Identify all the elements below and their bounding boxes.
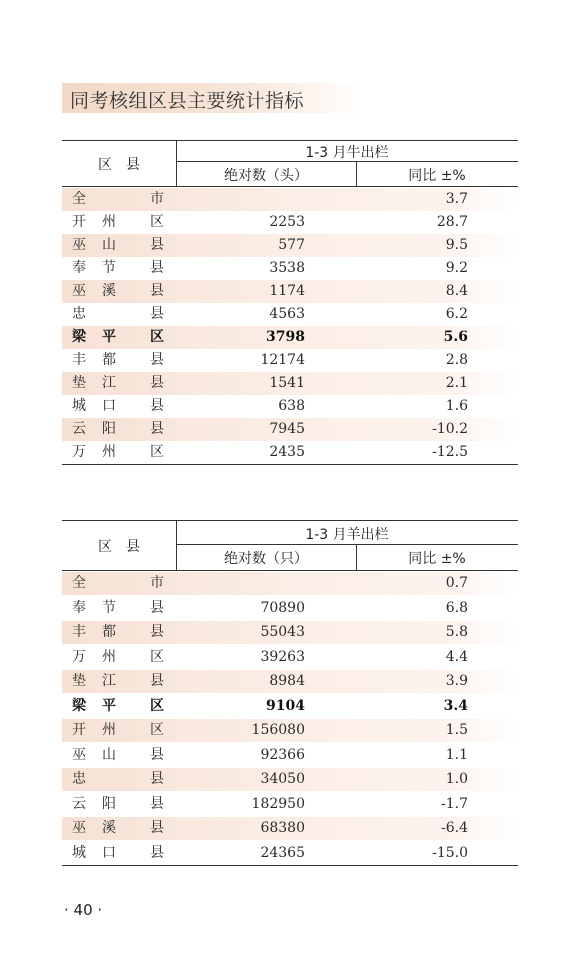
district-name-char: 县 <box>150 375 164 391</box>
table-row <box>62 621 518 644</box>
absolute-value: 24365 <box>260 844 305 861</box>
absolute-value: 1541 <box>269 375 305 391</box>
district-name-char: 阳 <box>102 795 116 812</box>
absolute-value: 3538 <box>269 260 305 276</box>
district-name-char: 节 <box>102 599 116 616</box>
cattle-table <box>62 140 518 465</box>
district-name-char: 全 <box>72 191 86 207</box>
district-name-char: 巫 <box>72 746 86 763</box>
yoy-value: 9.5 <box>445 237 468 253</box>
district-name-char: 奉 <box>72 599 86 616</box>
district-name-char: 阳 <box>102 421 116 437</box>
district-name-char: 县 <box>150 421 164 437</box>
district-name-char: 市 <box>150 191 164 207</box>
district-name-char: 开 <box>72 722 86 738</box>
page-number: · 40 · <box>64 901 103 919</box>
district-name-char: 万 <box>72 648 86 665</box>
district-name-char: 都 <box>102 624 116 640</box>
district-name-char: 州 <box>102 722 116 738</box>
district-name-char: 市 <box>150 575 164 591</box>
district-name-char: 全 <box>72 575 86 591</box>
district-name-char: 江 <box>102 375 116 391</box>
absolute-value: 4563 <box>269 306 305 322</box>
absolute-value: 8984 <box>269 673 305 689</box>
district-name-char: 万 <box>72 444 86 460</box>
absolute-value: 68380 <box>260 820 305 836</box>
district-name-char: 州 <box>102 444 116 460</box>
district-name-char: 县 <box>150 771 164 787</box>
table-row <box>62 597 518 620</box>
district-name-char: 平 <box>102 697 116 714</box>
district-name-char: 县 <box>150 260 164 276</box>
table-row <box>62 234 518 257</box>
district-name-char: 忠 <box>72 306 86 322</box>
district-name-char: 区 <box>150 648 164 665</box>
table-row <box>62 418 518 441</box>
yoy-value: -1.7 <box>441 795 468 812</box>
absolute-value: 2435 <box>269 444 305 460</box>
district-name-char: 县 <box>150 820 164 836</box>
table-row <box>62 670 518 693</box>
district-name-char: 云 <box>72 795 86 812</box>
yoy-value: 5.8 <box>445 624 468 640</box>
table-row <box>62 646 518 669</box>
section-title: 同考核组区县主要统计指标 <box>70 90 305 112</box>
district-name-char: 州 <box>102 648 116 665</box>
table-row <box>62 188 518 211</box>
district-name-char: 县 <box>150 398 164 414</box>
district-name-char: 县 <box>150 237 164 253</box>
table-row <box>62 695 518 718</box>
group-header: 1-3 月羊出栏 <box>305 527 389 543</box>
yoy-value: 5.6 <box>443 329 468 345</box>
district-header: 区 县 <box>98 539 140 555</box>
absolute-value: 577 <box>278 237 305 253</box>
district-name-char: 巫 <box>72 237 86 253</box>
district-name-char: 县 <box>150 844 164 861</box>
yoy-value: 1.1 <box>445 746 468 763</box>
table-row <box>62 257 518 280</box>
yoy-value: 1.6 <box>445 398 468 414</box>
district-name-char: 县 <box>150 306 164 322</box>
absolute-header: 绝对数（头） <box>224 168 308 184</box>
district-name-char: 山 <box>102 237 116 253</box>
district-name-char: 州 <box>102 214 116 230</box>
yoy-value: 0.7 <box>445 575 468 591</box>
table-row <box>62 303 518 326</box>
absolute-value: 55043 <box>260 624 305 640</box>
table-row <box>62 441 518 464</box>
district-name-char: 县 <box>150 599 164 616</box>
yoy-value: -12.5 <box>432 444 468 460</box>
yoy-value: 3.4 <box>443 697 468 714</box>
district-name-char: 区 <box>150 697 164 714</box>
absolute-value: 182950 <box>251 795 305 812</box>
absolute-value: 1174 <box>269 283 305 299</box>
absolute-value: 7945 <box>269 421 305 437</box>
district-name-char: 江 <box>102 673 116 689</box>
table-row <box>62 842 518 865</box>
district-name-char: 巫 <box>72 820 86 836</box>
absolute-value: 70890 <box>260 599 305 616</box>
district-name-char: 县 <box>150 283 164 299</box>
table-row <box>62 817 518 840</box>
yoy-value: 6.8 <box>445 599 468 616</box>
district-name-char: 区 <box>150 214 164 230</box>
table-row <box>62 349 518 372</box>
district-name-char: 区 <box>150 444 164 460</box>
table-row <box>62 572 518 595</box>
absolute-value: 12174 <box>260 352 305 368</box>
district-name-char: 丰 <box>72 352 86 368</box>
district-name-char: 城 <box>72 844 86 861</box>
yoy-value: 6.2 <box>445 306 468 322</box>
yoy-value: 9.2 <box>445 260 468 276</box>
yoy-value: 28.7 <box>436 214 468 230</box>
district-name-char: 都 <box>102 352 116 368</box>
table-row <box>62 719 518 742</box>
district-name-char: 丰 <box>72 624 86 640</box>
yoy-value: 8.4 <box>445 283 468 299</box>
absolute-value: 34050 <box>260 771 305 787</box>
district-name-char: 奉 <box>72 260 86 276</box>
yoy-header: 同比 ±% <box>408 168 466 184</box>
yoy-header: 同比 ±% <box>408 551 466 567</box>
yoy-value: 1.5 <box>445 722 468 738</box>
district-name-char: 平 <box>102 329 116 345</box>
absolute-value: 92366 <box>260 746 305 763</box>
district-name-char: 区 <box>150 329 164 345</box>
table-row <box>62 372 518 395</box>
group-header: 1-3 月牛出栏 <box>305 145 389 161</box>
absolute-header: 绝对数（只） <box>224 551 308 567</box>
district-name-char: 城 <box>72 398 86 414</box>
district-name-char: 县 <box>150 746 164 763</box>
district-name-char: 云 <box>72 421 86 437</box>
table-row <box>62 395 518 418</box>
yoy-value: 1.0 <box>445 771 468 787</box>
table-row <box>62 768 518 791</box>
yoy-value: -10.2 <box>432 421 468 437</box>
table-row <box>62 744 518 767</box>
district-name-char: 忠 <box>72 771 86 787</box>
yoy-value: 3.9 <box>445 673 468 689</box>
absolute-value: 2253 <box>269 214 305 230</box>
district-name-char: 县 <box>150 624 164 640</box>
table-row <box>62 280 518 303</box>
table-row <box>62 326 518 349</box>
district-name-char: 节 <box>102 260 116 276</box>
table-row <box>62 211 518 234</box>
absolute-value: 9104 <box>266 697 305 714</box>
absolute-value: 3798 <box>266 329 305 345</box>
absolute-value: 39263 <box>260 648 305 665</box>
district-name-char: 溪 <box>102 283 116 299</box>
district-name-char: 梁 <box>72 697 86 714</box>
district-header: 区 县 <box>98 157 140 173</box>
yoy-value: 3.7 <box>445 191 468 207</box>
yoy-value: -6.4 <box>441 820 468 836</box>
district-name-char: 溪 <box>102 820 116 836</box>
district-name-char: 垫 <box>72 673 86 689</box>
yoy-value: -15.0 <box>432 844 468 861</box>
district-name-char: 垫 <box>72 375 86 391</box>
district-name-char: 县 <box>150 673 164 689</box>
district-name-char: 区 <box>150 722 164 738</box>
absolute-value: 156080 <box>251 722 305 738</box>
table-row <box>62 793 518 816</box>
sheep-table <box>62 520 518 866</box>
district-name-char: 县 <box>150 352 164 368</box>
district-name-char: 巫 <box>72 283 86 299</box>
district-name-char: 口 <box>102 398 116 414</box>
district-name-char: 县 <box>150 795 164 812</box>
district-name-char: 口 <box>102 844 116 861</box>
yoy-value: 2.8 <box>445 352 468 368</box>
yoy-value: 2.1 <box>445 375 468 391</box>
district-name-char: 开 <box>72 214 86 230</box>
absolute-value: 638 <box>278 398 305 414</box>
district-name-char: 山 <box>102 746 116 763</box>
district-name-char: 梁 <box>72 329 86 345</box>
yoy-value: 4.4 <box>445 648 468 665</box>
